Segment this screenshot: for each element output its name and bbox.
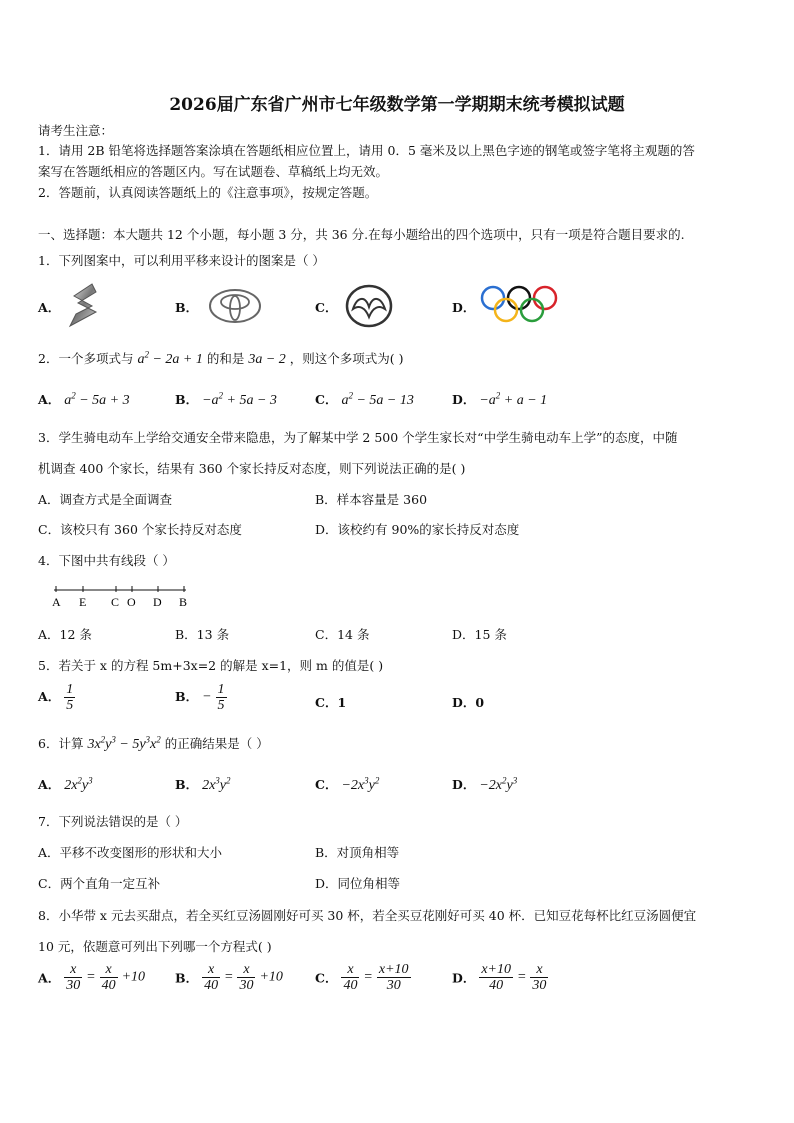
q1-option-a-label: A． (38, 300, 61, 315)
notice-heading: 请考生注意： (38, 123, 114, 138)
q8-option-d-lhs: $\frac{x+10}{40}$ (481, 962, 511, 993)
q4-option-d: D．15 条 (452, 627, 507, 642)
q5-option-b-sign: − (202, 689, 212, 705)
q2-option-d-label: D． (452, 392, 476, 407)
q7-option-a: A．平移不改变图形的形状和大小 (38, 845, 223, 860)
q2-option-a-expr: $a^2 - 5a + 3$ (64, 390, 130, 408)
q6-option-c-expr: $-2x^3y^2$ (341, 775, 380, 793)
q8-stem-line-1: 8．小华带 x 元去买甜点，若全买红豆汤圆刚好可买 30 杯，若全买豆花刚好可买 40 杯．已知豆花每杯比红豆汤圆便宜 (38, 908, 697, 923)
mazda-logo-icon (345, 283, 393, 329)
q8-option-d-equals: = (516, 969, 527, 985)
suzuki-logo-icon (62, 282, 108, 328)
q7-stem: 7．下列说法错误的是（ ） (38, 814, 188, 829)
q8-option-c-rhs: $\frac{x+10}{30}$ (378, 962, 409, 993)
q7-option-b: B．对顶角相等 (315, 845, 400, 860)
q7-option-d: D．同位角相等 (315, 876, 401, 891)
q2-stem-part-2: 的和是 (206, 351, 245, 366)
q6-option-b-expr: $2x^3y^2$ (202, 775, 231, 793)
q1-option-d-label: D． (452, 300, 476, 315)
q4-point-a: A (52, 595, 61, 609)
page-title: 2026届广东省广州市七年级数学第一学期期末统考模拟试题 (169, 95, 625, 115)
q5-option-c: C．1 (315, 695, 347, 710)
q8-option-b-lhs: $\frac{x}{40}$ (204, 962, 219, 993)
q5-option-b-label: B． (175, 689, 199, 704)
q5-option-a-label: A． (38, 689, 61, 704)
q4-option-b: B．13 条 (175, 627, 230, 642)
q5-option-a-fraction: $\frac{1}{5}$ (66, 682, 74, 713)
q8-option-d-rhs: $\frac{x}{30}$ (532, 962, 547, 993)
q4-stem: 4．下图中共有线段（ ） (38, 553, 175, 568)
q7-option-c: C．两个直角一定互补 (38, 876, 161, 891)
q5-option-b-fraction: $\frac{1}{5}$ (217, 682, 225, 713)
q2-stem-part-3: ，则这个多项式为( ) (289, 351, 404, 366)
q2-stem-part-1: 2．一个多项式与 (38, 351, 134, 366)
q5-stem: 5．若关于 x 的方程 5m+3x=2 的解是 x=1，则 m 的值是( ) (38, 658, 384, 673)
q8-option-c-lhs: $\frac{x}{40}$ (343, 962, 358, 993)
q1-stem: 1．下列图案中，可以利用平移来设计的图案是（ ） (38, 253, 325, 268)
q6-stem-part-2: 的正确结果是（ ） (164, 736, 269, 751)
section-heading: 一、选择题：本大题共 12 个小题，每小题 3 分，共 36 分.在每小题给出的四个选项中，只有一项是符合题目要求的. (38, 227, 685, 242)
q8-option-b-equals: = (224, 969, 234, 985)
q8-option-c-label: C． (315, 970, 338, 986)
q4-point-e: E (79, 595, 87, 609)
q3-option-a: A．调查方式是全面调查 (38, 492, 173, 507)
q8-option-a-lhs: $\frac{x}{30}$ (66, 962, 81, 993)
q8-stem-line-2: 10 元，依题意可列出下列哪一个方程式( ) (38, 939, 272, 954)
q6-option-a-expr: $2x^2y^3$ (64, 775, 93, 793)
q4-point-c: C (111, 595, 120, 609)
q6-stem-part-1: 6．计算 (38, 736, 84, 751)
q4-point-b: B (179, 595, 188, 609)
q8-option-b-plus: +10 (259, 969, 283, 985)
q2-expression-1: $a^2 - 2a + 1$ (137, 349, 203, 367)
q8-option-b-rhs: $\frac{x}{30}$ (239, 962, 254, 993)
notice-item-1-line-1: 1．请用 2B 铅笔将选择题答案涂填在答题纸相应位置上，请用 0．5 毫米及以上黑色字迹的钢笔或签字笔将主观题的答 (38, 143, 695, 158)
q3-option-d: D．该校约有 90%的家长持反对态度 (315, 522, 520, 537)
q8-option-a-plus: +10 (121, 969, 146, 985)
q4-option-c: C．14 条 (315, 627, 370, 642)
q4-segment-figure (48, 584, 198, 612)
q3-stem-line-2: 机调查 400 个家长，结果有 360 个家长持反对态度，则下列说法正确的是( ) (38, 461, 466, 476)
q3-stem-line-1: 3．学生骑电动车上学给交通安全带来隐患，为了解某中学 2 500 个学生家长对“中学生骑电动车上学”的态度，中随 (38, 430, 678, 445)
q6-option-c-label: C． (315, 777, 338, 792)
notice-item-2: 2．答题前，认真阅读答题纸上的《注意事项》，按规定答题。 (38, 185, 378, 200)
q2-option-b-expr: $-a^2 + 5a - 3$ (202, 390, 277, 408)
q6-option-a-label: A． (38, 777, 61, 792)
q4-point-d: D (153, 595, 162, 609)
q6-option-b-label: B． (175, 777, 199, 792)
q4-point-o: O (127, 595, 136, 609)
q8-option-d-label: D． (452, 970, 476, 986)
q1-option-b-label: B． (175, 300, 199, 315)
q3-option-c: C．该校只有 360 个家长持反对态度 (38, 522, 242, 537)
q8-option-a-rhs: $\frac{x}{40}$ (101, 962, 116, 993)
q2-expression-2: 3a − 2 (248, 352, 286, 367)
q4-option-a: A．12 条 (38, 627, 92, 642)
q2-option-a-label: A． (38, 392, 61, 407)
q2-option-c-expr: $a^2 - 5a - 13$ (341, 390, 414, 408)
olympic-rings-icon (478, 284, 562, 326)
q6-stem-expression: $3x^2y^3 - 5y^3x^2$ (87, 734, 161, 752)
q2-option-b-label: B． (175, 392, 199, 407)
toyota-logo-icon (208, 288, 262, 324)
q2-option-d-expr: $-a^2 + a - 1$ (479, 390, 548, 408)
q8-option-b-label: B． (175, 970, 199, 986)
q1-option-c-label: C． (315, 300, 338, 315)
notice-item-1-line-2: 案写在答题纸相应的答题区内。写在试题卷、草稿纸上均无效。 (38, 164, 389, 179)
q8-option-a-equals: = (86, 969, 96, 985)
q8-option-a-label: A． (38, 970, 61, 986)
q3-option-b: B．样本容量是 360 (315, 492, 428, 507)
q6-option-d-label: D． (452, 777, 476, 792)
q8-option-c-equals: = (363, 969, 373, 985)
q5-option-d: D．0 (452, 695, 485, 710)
q6-option-d-expr: $-2x^2y^3$ (479, 775, 518, 793)
q2-option-c-label: C． (315, 392, 338, 407)
